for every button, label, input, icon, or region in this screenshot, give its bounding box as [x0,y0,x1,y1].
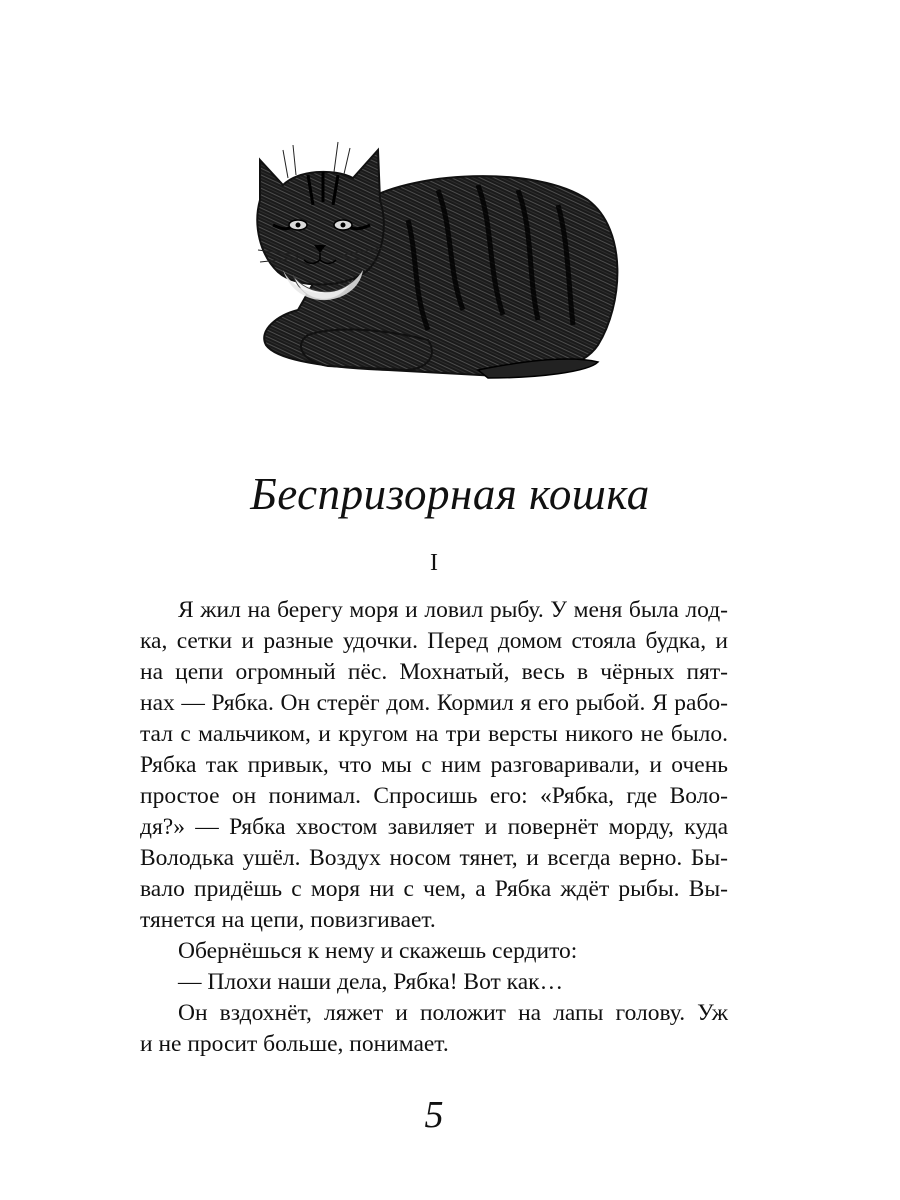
text-line: тянется на цепи, повизгивает. [140,907,436,933]
text-line: и не просит больше, понимает. [140,1031,449,1057]
text-line: Он вздохнёт, ляжет и положит на лапы голову. Уж [178,1000,728,1026]
text-line: нах — Рябка. Он стерёг дом. Кормил я его рыбой. Я рабо- [140,690,728,716]
text-line: — Плохи наши дела, Рябка! Вот как… [178,969,564,995]
story-body [140,595,728,1060]
cat-illustration [238,130,638,385]
story-title: Беспризорная кошка [250,469,650,519]
text-line: Володька ушёл. Воздух носом тянет, и всегда верно. Бы- [140,845,728,871]
text-line: тал с мальчиком, и кругом на три версты никого не было. [140,721,728,747]
chapter-number: I [430,550,438,576]
text-line: на цепи огромный пёс. Мохнатый, весь в чёрных пят- [140,659,728,685]
text-line: вало придёшь с моря ни с чем, а Рябка ждёт рыбы. Вы- [140,876,728,902]
cat-head-shape [257,150,383,285]
text-line: ка, сетки и разные удочки. Перед домом стояла будка, и [140,628,728,654]
cat-paws [301,330,432,370]
text-line: Обернёшься к нему и скажешь сердито: [178,938,578,964]
text-line: Рябка так привык, что мы с ним разговаривали, и очень [140,752,728,778]
text-line: дя?» — Рябка хвостом завиляет и повернёт морду, куда [140,814,728,840]
text-line: Я жил на берегу моря и ловил рыбу. У меня была лод- [178,597,728,623]
text-line: простое он понимал. Спросишь его: «Рябка, где Воло- [140,783,728,809]
page-number: 5 [424,1094,444,1136]
